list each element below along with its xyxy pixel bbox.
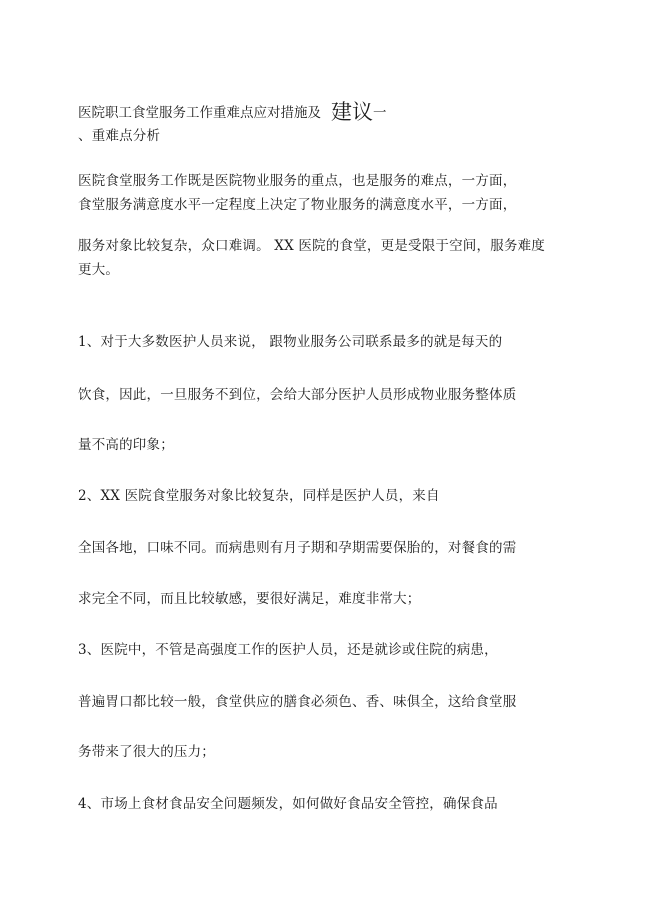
list-item-1-line: 量不高的印象； xyxy=(78,437,174,453)
paragraph-line: 医院食堂服务工作既是医院物业服务的重点，也是服务的难点，一方面， xyxy=(78,173,517,189)
list-item-1-line: 饮食，因此，一旦服务不到位，会给大部分医护人员形成物业服务整体质 xyxy=(78,387,517,403)
list-item-2-line: 全国各地，口味不同。而病患则有月子期和孕期需要保胎的，对餐食的需 xyxy=(78,540,517,556)
list-item-3-line: 务带来了很大的压力； xyxy=(78,744,215,760)
paragraph-line: 食堂服务满意度水平一定程度上决定了物业服务的满意度水平，一方面， xyxy=(78,197,517,213)
title-emphasis: 建议 xyxy=(331,100,373,124)
list-item-4-line: 4、市场上食材食品安全问题频发，如何做好食品安全管控，确保食品 xyxy=(78,796,498,812)
title-main: 医院职工食堂服务工作重难点应对措施及 xyxy=(78,105,321,121)
list-item-1-line: 1、对于大多数医护人员来说， 跟物业服务公司联系最多的就是每天的 xyxy=(78,334,503,350)
document-title xyxy=(78,96,387,126)
list-item-3-line: 3、医院中，不管是高强度工作的医护人员，还是就诊或住院的病患， xyxy=(78,642,498,658)
title-tail: 一 xyxy=(373,105,387,121)
section-heading: 、重难点分析 xyxy=(78,128,161,144)
list-item-2-line: 求完全不同，而且比较敏感，要很好满足，难度非常大； xyxy=(78,591,421,607)
paragraph-line: 服务对象比较复杂，众口难调。 XX 医院的食堂，更是受限于空间，服务难度 xyxy=(78,238,546,254)
paragraph-line: 更大。 xyxy=(78,262,120,278)
list-item-2-line: 2、XX 医院食堂服务对象比较复杂，同样是医护人员，来自 xyxy=(78,488,440,504)
list-item-3-line: 普遍胃口都比较一般，食堂供应的膳食必须色、香、味俱全，这给食堂服 xyxy=(78,694,517,710)
